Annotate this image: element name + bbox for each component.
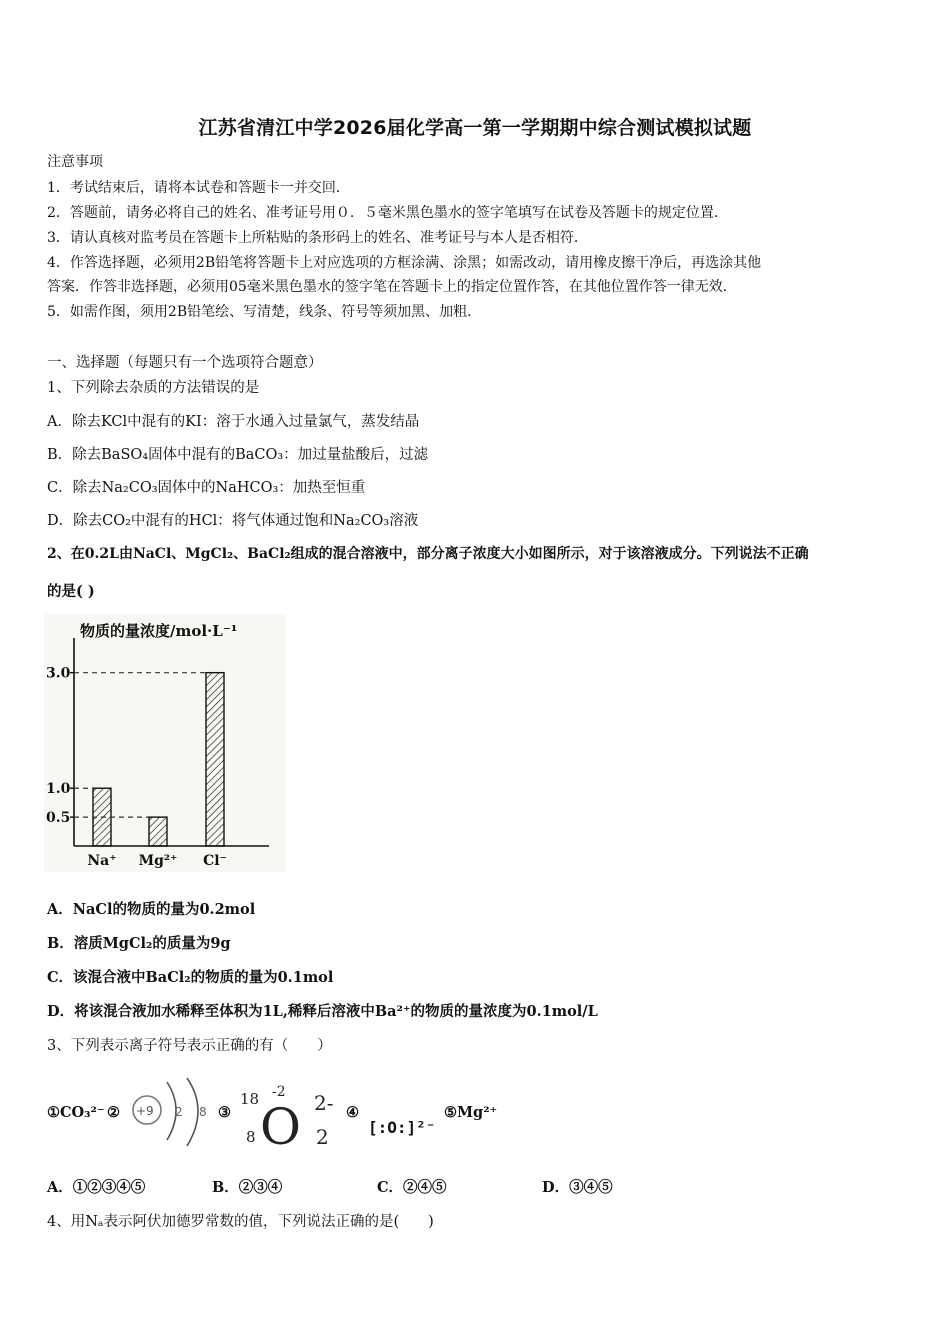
q2-option-c: C．该混合液中BaCl₂的物质的量为0.1mol: [47, 969, 334, 986]
y-tick-label: 3.0: [46, 665, 71, 682]
q1-option-c: C．除去Na₂CO₃固体中的NaHCO₃：加热至恒重: [47, 480, 366, 496]
x-tick-label: Cl⁻: [203, 853, 227, 869]
nucleus-charge: +9: [136, 1104, 154, 1118]
q2-option-d: D．将该混合液加水稀释至体积为1L,稀释后溶液中Ba²⁺的物质的量浓度为0.1mol/L: [47, 1003, 598, 1020]
element-symbol: O: [260, 1098, 301, 1150]
x-tick-label: Na⁺: [87, 853, 117, 869]
q3-option-b: B．②③④: [212, 1179, 283, 1196]
ion-charge-top: -2: [272, 1084, 286, 1100]
q3-item-4-label: ④: [346, 1104, 359, 1121]
oxygen-nuclide-symbol: [236, 1082, 344, 1150]
notice-item: 3．请认真核对监考员在答题卡上所粘贴的条形码上的姓名、准考证号与本人是否相符．: [47, 230, 588, 246]
q3-item-3-label: ③: [218, 1104, 231, 1121]
ion-charge: 2-: [314, 1091, 334, 1115]
chart-title: 物质的量浓度/mol·L⁻¹: [80, 622, 238, 640]
q1-option-b: B．除去BaSO₄固体中混有的BaCO₃：加过量盐酸后，过滤: [47, 447, 429, 463]
q1-stem: 1、下列除去杂质的方法错误的是: [47, 380, 260, 396]
notice-item: 答案．作答非选择题，必须用05毫米黑色墨水的签字笔在答题卡上的指定位置作答，在其他位置作答一律无效．: [47, 279, 737, 295]
atomic-number: 8: [246, 1128, 256, 1146]
notice-item: 1．考试结束后，请将本试卷和答题卡一并交回．: [47, 180, 350, 196]
notice-heading: 注意事项: [47, 154, 103, 170]
shell-2-electrons: 8: [199, 1105, 207, 1119]
shell-1-electrons: 2: [175, 1105, 183, 1119]
q3-item-5: ⑤Mg²⁺: [444, 1104, 498, 1121]
electron-shell-2: [187, 1078, 198, 1146]
electron-dot-formula: [:O:]²⁻: [368, 1118, 436, 1137]
y-tick-label: 1.0: [46, 781, 71, 798]
notice-item: 2．答题前，请务必将自己的姓名、准考证号用０．５毫米黑色墨水的签字笔填写在试卷及答题卡的规定位置．: [47, 205, 728, 221]
atom-count: 2: [316, 1125, 329, 1149]
q2-stem-line2: 的是( ): [47, 583, 95, 600]
q4-stem: 4、用Nₐ表示阿伏加德罗常数的值，下列说法正确的是( ): [47, 1214, 434, 1230]
fluoride-ion-structure-diagram: [127, 1076, 217, 1148]
q3-option-a: A．①②③④⑤: [47, 1179, 146, 1196]
mass-number: 18: [240, 1090, 260, 1108]
notice-item: 5．如需作图，须用2B铅笔绘、写清楚，线条、符号等须加黑、加粗．: [47, 304, 482, 320]
q2-stem-line1: 2、在0.2L由NaCl、MgCl₂、BaCl₂组成的混合溶液中，部分离子浓度大小如图所示，对于该溶液成分。下列说法不正确: [47, 546, 809, 562]
bar: [206, 673, 224, 846]
q3-item-1: ①CO₃²⁻: [47, 1104, 105, 1121]
q1-option-d: D．除去CO₂中混有的HCl：将气体通过饱和Na₂CO₃溶液: [47, 513, 419, 529]
concentration-bar-chart: [44, 614, 286, 872]
notice-item: 4．作答选择题，必须用2B铅笔将答题卡上对应选项的方框涂满、涂黑；如需改动，请用橡皮擦干净后，再选涂其他: [47, 255, 762, 271]
section-heading: 一、选择题（每题只有一个选项符合题意）: [47, 355, 323, 371]
q2-option-a: A．NaCl的物质的量为0.2mol: [47, 901, 256, 918]
q3-stem: 3、下列表示离子符号表示正确的有（ ）: [47, 1038, 332, 1054]
y-tick-label: 0.5: [46, 810, 71, 827]
x-tick-label: Mg²⁺: [138, 853, 178, 869]
q3-option-d: D．③④⑤: [542, 1179, 613, 1196]
q3-item-2-label: ②: [107, 1104, 120, 1121]
q2-option-b: B．溶质MgCl₂的质量为9g: [47, 935, 231, 952]
bar: [149, 817, 167, 846]
q3-option-c: C．②④⑤: [377, 1179, 447, 1196]
q1-option-a: A．除去KCl中混有的KI：溶于水通入过量氯气，蒸发结晶: [47, 414, 420, 430]
page-title: 江苏省清江中学2026届化学高一第一学期期中综合测试模拟试题: [198, 117, 752, 139]
